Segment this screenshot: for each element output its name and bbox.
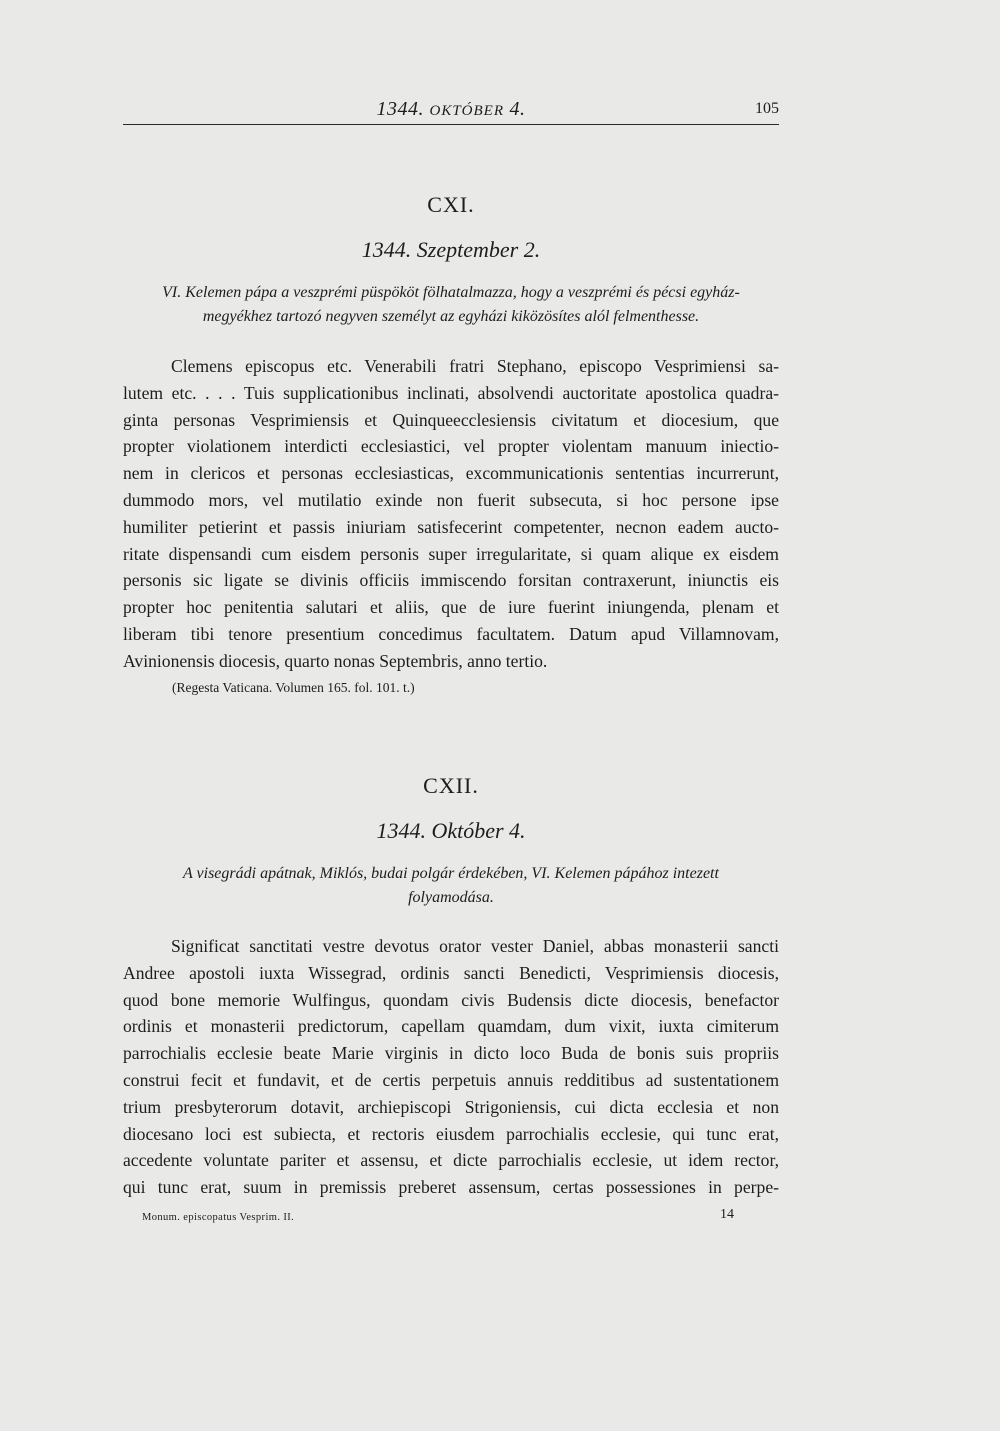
running-year: 1344.	[376, 98, 424, 120]
doc1-body-line: liberam tibi tenore presentium concedimus facultatem. Datum apud Villamnovam,	[123, 623, 779, 644]
footer-signature: Monum. episcopatus Vesprim. II.	[142, 1212, 295, 1223]
doc1-body-line: propter hoc penitentia salutari et aliis, que de iure fuerint iniungenda, plenam et	[123, 597, 779, 618]
doc2-body	[123, 933, 779, 1201]
doc2-body-line: trium presbyterorum dotavit, archiepiscopi Strigoniensis, cui dicta ecclesia et non	[123, 1096, 779, 1117]
doc1-body-line: dummodo mors, vel mutilatio exinde non fuerit subsecuta, si hoc persone ipse	[123, 489, 779, 510]
doc1-body-line: nem in clericos et personas ecclesiasticas, excommunicationis sententias incurrerunt,	[123, 463, 779, 484]
doc2-date: 1344. Október 4.	[376, 818, 526, 843]
doc2-body-line: parrochialis ecclesie beate Marie virginis in dicto loco Buda de bonis suis propriis	[123, 1043, 779, 1064]
doc2-body-line: accedente voluntate pariter et assensu, et dicte parrochialis ecclesie, ut idem rector,	[123, 1150, 779, 1171]
doc1-body-line: lutem etc. . . . Tuis supplicationibus inclinati, absolvendi auctoritate apostolica quadra-	[123, 382, 779, 403]
doc1-body-line: propter violationem interdicti ecclesiastici, vel propter violentam manuum iniectio-	[123, 436, 779, 457]
page-number: 105	[755, 100, 779, 117]
doc2-number: CXII.	[423, 773, 479, 798]
doc2-regest-line: A visegrádi apátnak, Miklós, budai polgár érdekében, VI. Kelemen pápához intezett	[183, 865, 719, 882]
running-header	[123, 98, 779, 125]
doc2-body-line: quod bone memorie Wulfingus, quondam civis Budensis dicte diocesis, benefactor	[123, 989, 779, 1010]
doc2-body-line: ordinis et monasterii predictorum, capellam quamdam, dum vixit, iuxta cimiterum	[123, 1016, 779, 1037]
doc1-body-line: Clemens episcopus etc. Venerabili fratri Stephano, episcopo Vesprimiensi sa-	[171, 356, 779, 376]
doc1-body	[123, 353, 779, 675]
doc2-body-line: construi fecit et fundavit, et de certis perpetuis annuis redditibus ad sustentationem	[123, 1069, 779, 1090]
doc1-date: 1344. Szeptember 2.	[361, 237, 541, 262]
doc2-body-line: Significat sanctitati vestre devotus orator vester Daniel, abbas monasterii sancti	[171, 936, 779, 956]
doc1-regest	[123, 281, 779, 329]
running-month: OKTÓBER	[429, 103, 504, 119]
doc1-body-line: personis sic ligate se divinis officiis immiscendo forsitan contraxerunt, iniunctis eis	[123, 570, 779, 591]
doc1-number: CXI.	[427, 192, 475, 217]
doc2-regest-line: folyamodása.	[408, 889, 494, 906]
doc1-regest-line: megyékhez tartozó negyven személyt az egyházi kiközösítes alól felmenthesse.	[202, 308, 700, 325]
doc1-body-line: humiliter petierint et passis iniuriam satisfecerint competenter, necnon eadem aucto-	[123, 516, 779, 537]
doc1-regest-line: VI. Kelemen pápa a veszprémi püspököt fölhatalmazza, hogy a veszprémi és pécsi egyház-	[162, 284, 740, 301]
doc2-body-line: Andree apostoli iuxta Wissegrad, ordinis sancti Benedicti, Vesprimiensis diocesis,	[123, 962, 779, 983]
doc2-body-line: qui tunc erat, suum in premissis preberet assensum, certas possessiones in perpe-	[123, 1177, 779, 1198]
doc1-body-line: Avinionensis diocesis, quarto nonas Septembris, anno tertio.	[123, 650, 548, 671]
footer-sheet-number: 14	[720, 1207, 734, 1222]
running-title	[123, 98, 779, 121]
doc1-body-line: ritate dispensandi cum eisdem personis super irregularitate, si quam alique ex eisdem	[123, 543, 779, 564]
doc1-body-line: ginta personas Vesprimiensis et Quinqueecclesiensis civitatum et diocesium, que	[123, 409, 779, 430]
doc2-body-line: diocesano loci est subiecta, et rectoris eiusdem parrochialis ecclesie, qui tunc erat,	[123, 1123, 779, 1144]
doc2-regest	[123, 862, 779, 910]
running-day: 4.	[509, 98, 526, 120]
doc1-source: (Regesta Vaticana. Volumen 165. fol. 101. t.)	[172, 680, 415, 695]
